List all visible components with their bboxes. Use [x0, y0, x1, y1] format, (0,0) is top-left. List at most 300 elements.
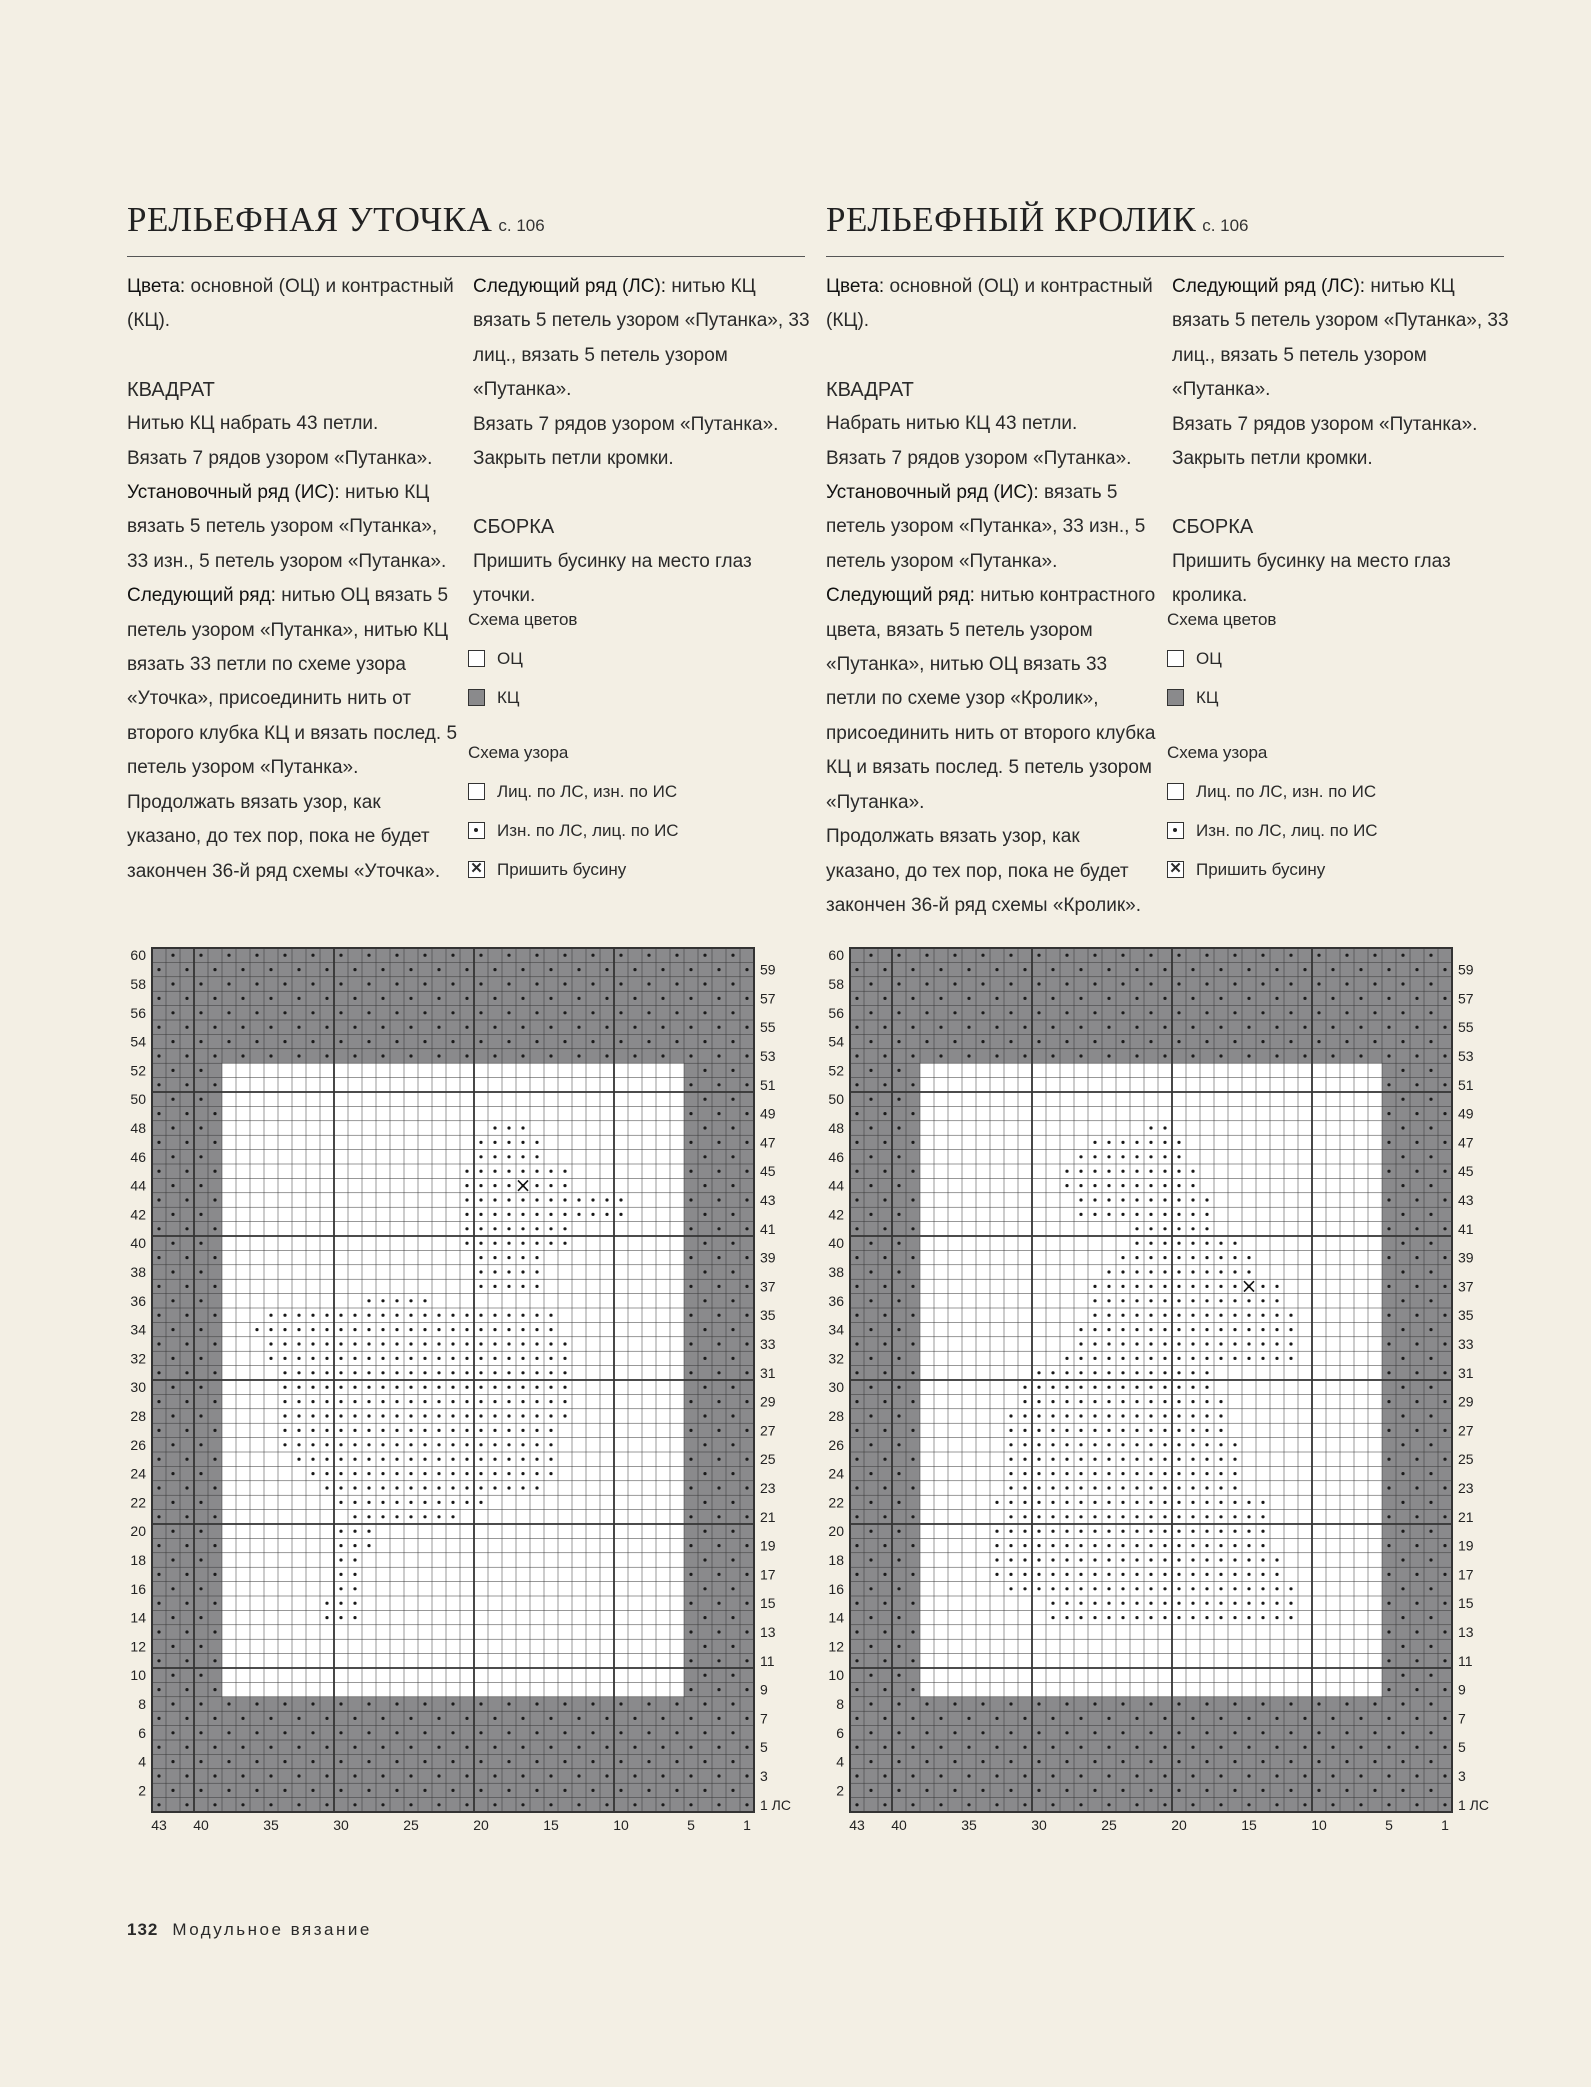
border-cell — [1438, 1121, 1452, 1135]
border-cell — [878, 1063, 892, 1077]
purl-dot — [213, 1688, 216, 1691]
border-cell — [264, 1034, 278, 1048]
purl-dot — [577, 968, 580, 971]
motif-dot — [1219, 1573, 1222, 1576]
border-cell — [152, 1409, 166, 1423]
purl-dot — [1443, 997, 1446, 1000]
border-cell — [1424, 1769, 1438, 1783]
motif-dot — [1079, 1458, 1082, 1461]
border-cell — [362, 1798, 376, 1812]
purl-dot — [1443, 1602, 1446, 1605]
purl-dot — [213, 1198, 216, 1201]
border-cell — [726, 1654, 740, 1668]
motif-dot — [1009, 1458, 1012, 1461]
motif-dot — [1065, 1486, 1068, 1489]
purl-dot — [269, 997, 272, 1000]
purl-dot — [157, 1141, 160, 1144]
purl-dot — [1205, 1789, 1208, 1792]
purl-dot — [1387, 1602, 1390, 1605]
border-cell — [698, 991, 712, 1005]
border-cell — [208, 1524, 222, 1538]
row-label: 11 — [1458, 1652, 1473, 1669]
row-label: 56 — [130, 1004, 146, 1021]
motif-dot — [535, 1328, 538, 1331]
colors-label: Цвета: — [826, 276, 885, 297]
row-label: 7 — [760, 1710, 768, 1727]
purl-dot — [1107, 968, 1110, 971]
purl-dot — [1387, 1458, 1390, 1461]
border-cell — [698, 962, 712, 976]
border-cell — [1438, 1236, 1452, 1250]
border-cell — [600, 1697, 614, 1711]
purl-dot — [1233, 1760, 1236, 1763]
border-cell — [208, 1553, 222, 1567]
purl-dot — [157, 1602, 160, 1605]
motif-dot — [1107, 1184, 1110, 1187]
purl-dot — [703, 1616, 706, 1619]
motif-dot — [339, 1400, 342, 1403]
border-cell — [1116, 991, 1130, 1005]
motif-dot — [1121, 1285, 1124, 1288]
motif-dot — [465, 1314, 468, 1317]
border-cell — [208, 1380, 222, 1394]
purl-dot — [1345, 1011, 1348, 1014]
purl-dot — [1415, 1112, 1418, 1115]
purl-dot — [1247, 997, 1250, 1000]
motif-dot — [479, 1443, 482, 1446]
border-cell — [404, 1034, 418, 1048]
col-label: 40 — [193, 1817, 209, 1832]
motif-dot — [1191, 1227, 1194, 1230]
border-cell — [194, 1567, 208, 1581]
next-row-label: Следующий ряд: — [826, 585, 975, 607]
purl-dot — [731, 1760, 734, 1763]
legend-knit: Лиц. по ЛС, изн. по ИС — [497, 781, 678, 801]
purl-dot — [1303, 1026, 1306, 1029]
motif-dot — [1191, 1573, 1194, 1576]
motif-dot — [1219, 1616, 1222, 1619]
border-cell — [976, 962, 990, 976]
border-cell — [516, 1697, 530, 1711]
purl-dot — [437, 1746, 440, 1749]
border-cell — [878, 1582, 892, 1596]
purl-dot — [717, 1170, 720, 1173]
border-cell — [572, 1754, 586, 1768]
border-cell — [864, 1682, 878, 1696]
purl-dot — [1093, 1789, 1096, 1792]
border-cell — [1116, 1798, 1130, 1812]
purl-dot — [1415, 1486, 1418, 1489]
purl-dot — [1093, 1760, 1096, 1763]
purl-dot — [311, 1040, 314, 1043]
border-cell — [460, 1006, 474, 1020]
motif-dot — [437, 1486, 440, 1489]
border-cell — [530, 962, 544, 976]
border-cell — [1396, 1798, 1410, 1812]
purl-dot — [731, 954, 734, 957]
purl-dot — [1121, 1702, 1124, 1705]
motif-dot — [1121, 1501, 1124, 1504]
purl-dot — [283, 1702, 286, 1705]
purl-dot — [745, 1602, 748, 1605]
purl-dot — [465, 968, 468, 971]
purl-dot — [911, 1515, 914, 1518]
purl-dot — [647, 1731, 650, 1734]
border-cell — [656, 1034, 670, 1048]
motif-dot — [479, 1414, 482, 1417]
motif-dot — [521, 1155, 524, 1158]
motif-dot — [1191, 1587, 1194, 1590]
purl-dot — [967, 1803, 970, 1806]
purl-dot — [869, 1587, 872, 1590]
motif-dot — [283, 1357, 286, 1360]
motif-dot — [325, 1386, 328, 1389]
border-cell — [712, 1322, 726, 1336]
border-cell — [1102, 948, 1116, 962]
border-cell — [1256, 1798, 1270, 1812]
purl-dot — [199, 1558, 202, 1561]
purl-dot — [1163, 968, 1166, 971]
motif-dot — [1009, 1501, 1012, 1504]
border-cell — [1312, 1798, 1326, 1812]
motif-dot — [1233, 1328, 1236, 1331]
purl-dot — [157, 1746, 160, 1749]
purl-dot — [1079, 1774, 1082, 1777]
motif-dot — [1023, 1573, 1026, 1576]
purl-dot — [171, 1242, 174, 1245]
motif-dot — [1037, 1429, 1040, 1432]
border-cell — [460, 1754, 474, 1768]
border-cell — [152, 948, 166, 962]
motif-dot — [1093, 1299, 1096, 1302]
purl-dot — [1289, 982, 1292, 985]
purl-dot — [157, 1717, 160, 1720]
purl-dot — [689, 1630, 692, 1633]
motif-dot — [1093, 1573, 1096, 1576]
row-label: 8 — [836, 1696, 844, 1712]
border-cell — [850, 1063, 864, 1077]
purl-dot — [883, 1198, 886, 1201]
purl-dot — [339, 1731, 342, 1734]
border-cell — [976, 1711, 990, 1725]
border-cell — [740, 1150, 754, 1164]
border-cell — [1410, 1121, 1424, 1135]
purl-dot — [925, 1731, 928, 1734]
border-cell — [850, 1150, 864, 1164]
row-label: 17 — [1458, 1566, 1474, 1583]
purl-dot — [1415, 1141, 1418, 1144]
border-cell — [726, 1567, 740, 1581]
motif-dot — [521, 1242, 524, 1245]
border-cell — [348, 1034, 362, 1048]
row-label: 23 — [760, 1480, 776, 1496]
purl-dot — [1429, 954, 1432, 957]
border-cell — [1060, 1740, 1074, 1754]
purl-dot — [1387, 1170, 1390, 1173]
border-cell — [1186, 1726, 1200, 1740]
motif-dot — [1051, 1414, 1054, 1417]
motif-dot — [493, 1472, 496, 1475]
motif-dot — [409, 1501, 412, 1504]
border-cell — [1060, 1798, 1074, 1812]
border-cell — [864, 1798, 878, 1812]
border-cell — [878, 948, 892, 962]
motif-dot — [465, 1357, 468, 1360]
motif-dot — [493, 1314, 496, 1317]
border-cell — [152, 1582, 166, 1596]
purl-dot — [493, 968, 496, 971]
border-cell — [684, 1380, 698, 1394]
border-cell — [1242, 1726, 1256, 1740]
border-cell — [194, 1049, 208, 1063]
purl-dot — [479, 954, 482, 957]
border-cell — [878, 1034, 892, 1048]
motif-dot — [995, 1501, 998, 1504]
purl-dot — [1289, 1760, 1292, 1763]
purl-dot — [1401, 1386, 1404, 1389]
motif-dot — [1121, 1515, 1124, 1518]
purl-dot — [1443, 1429, 1446, 1432]
border-cell — [1396, 1423, 1410, 1437]
purl-dot — [283, 1760, 286, 1763]
motif-dot — [493, 1256, 496, 1259]
row-label: 59 — [1458, 961, 1474, 978]
motif-dot — [591, 1198, 594, 1201]
border-cell — [1438, 1639, 1452, 1653]
border-cell — [208, 1466, 222, 1480]
motif-dot — [1205, 1400, 1208, 1403]
purl-dot — [1065, 1760, 1068, 1763]
purl-dot — [199, 1155, 202, 1158]
border-cell — [1438, 1438, 1452, 1452]
motif-dot — [1177, 1429, 1180, 1432]
border-cell — [906, 1034, 920, 1048]
border-cell — [1424, 1423, 1438, 1437]
motif-dot — [1149, 1314, 1152, 1317]
purl-dot — [855, 1026, 858, 1029]
motif-dot — [1163, 1486, 1166, 1489]
border-cell — [152, 1034, 166, 1048]
purl-dot — [1429, 1587, 1432, 1590]
border-cell — [1158, 1034, 1172, 1048]
purl-dot — [1261, 954, 1264, 957]
motif-dot — [479, 1227, 482, 1230]
border-cell — [878, 1438, 892, 1452]
border-cell — [698, 1394, 712, 1408]
border-cell — [642, 1798, 656, 1812]
purl-dot — [381, 968, 384, 971]
purl-dot — [157, 1371, 160, 1374]
purl-dot — [241, 1054, 244, 1057]
motif-dot — [1093, 1141, 1096, 1144]
row-label: 10 — [130, 1667, 146, 1684]
border-cell — [1284, 962, 1298, 976]
row-label: 39 — [760, 1249, 776, 1266]
motif-dot — [367, 1371, 370, 1374]
border-cell — [628, 1697, 642, 1711]
border-cell — [208, 1783, 222, 1797]
purl-dot — [689, 1342, 692, 1345]
motif-dot — [451, 1400, 454, 1403]
purl-dot — [1233, 1011, 1236, 1014]
purl-dot — [1247, 1026, 1250, 1029]
border-cell — [600, 1726, 614, 1740]
border-cell — [1410, 1726, 1424, 1740]
motif-dot — [1051, 1486, 1054, 1489]
motif-dot — [1205, 1573, 1208, 1576]
motif-dot — [1093, 1414, 1096, 1417]
border-cell — [1424, 1452, 1438, 1466]
border-cell — [962, 1754, 976, 1768]
motif-dot — [325, 1328, 328, 1331]
border-cell — [152, 1495, 166, 1509]
border-cell — [1074, 977, 1088, 991]
motif-dot — [451, 1414, 454, 1417]
motif-dot — [1219, 1328, 1222, 1331]
assembly-text: Пришить бусинку на место глаз уточки. — [473, 550, 752, 607]
motif-dot — [1191, 1299, 1194, 1302]
motif-dot — [1093, 1544, 1096, 1547]
motif-dot — [395, 1443, 398, 1446]
motif-dot — [507, 1458, 510, 1461]
motif-dot — [563, 1414, 566, 1417]
border-cell — [850, 1351, 864, 1365]
motif-dot — [409, 1386, 412, 1389]
purl-dot — [897, 1789, 900, 1792]
purl-dot — [689, 1544, 692, 1547]
motif-dot — [297, 1342, 300, 1345]
motif-dot — [1107, 1357, 1110, 1360]
purl-dot — [563, 1789, 566, 1792]
motif-dot — [1233, 1616, 1236, 1619]
border-cell — [1242, 1697, 1256, 1711]
motif-dot — [339, 1558, 342, 1561]
purl-dot — [451, 954, 454, 957]
motif-dot — [549, 1429, 552, 1432]
purl-dot — [675, 1011, 678, 1014]
purl-dot — [869, 1414, 872, 1417]
motif-dot — [1065, 1573, 1068, 1576]
border-cell — [474, 1049, 488, 1063]
border-cell — [1438, 1697, 1452, 1711]
purl-dot — [717, 1602, 720, 1605]
purl-dot — [745, 1170, 748, 1173]
row-label: 38 — [828, 1264, 844, 1280]
border-cell — [1032, 1711, 1046, 1725]
motif-dot — [1093, 1285, 1096, 1288]
purl-dot — [1163, 1803, 1166, 1806]
motif-dot — [1093, 1530, 1096, 1533]
motif-dot — [1065, 1458, 1068, 1461]
border-cell — [906, 1150, 920, 1164]
motif-dot — [1079, 1486, 1082, 1489]
border-cell — [614, 1020, 628, 1034]
purl-dot — [1191, 1803, 1194, 1806]
border-cell — [572, 1697, 586, 1711]
purl-dot — [199, 1040, 202, 1043]
motif-dot — [437, 1371, 440, 1374]
purl-dot — [535, 1011, 538, 1014]
motif-dot — [339, 1587, 342, 1590]
motif-dot — [1037, 1558, 1040, 1561]
col-label: 5 — [687, 1817, 695, 1832]
purl-dot — [981, 1702, 984, 1705]
motif-dot — [1261, 1342, 1264, 1345]
purl-dot — [661, 1774, 664, 1777]
border-cell — [1396, 1337, 1410, 1351]
motif-dot — [409, 1342, 412, 1345]
purl-dot — [549, 1803, 552, 1806]
border-cell — [1158, 948, 1172, 962]
border-cell — [1410, 1697, 1424, 1711]
border-cell — [152, 1639, 166, 1653]
purl-dot — [493, 1746, 496, 1749]
motif-dot — [1177, 1501, 1180, 1504]
motif-dot — [1023, 1472, 1026, 1475]
border-cell — [684, 1351, 698, 1365]
motif-dot — [1275, 1299, 1278, 1302]
border-cell — [1074, 1697, 1088, 1711]
motif-dot — [465, 1386, 468, 1389]
row-label: 34 — [828, 1321, 844, 1338]
purl-dot — [1317, 1702, 1320, 1705]
border-cell — [906, 1351, 920, 1365]
purl-dot — [883, 1429, 886, 1432]
border-cell — [684, 948, 698, 962]
border-cell — [558, 1049, 572, 1063]
purl-dot — [647, 1011, 650, 1014]
motif-dot — [423, 1314, 426, 1317]
purl-dot — [731, 1213, 734, 1216]
motif-dot — [1261, 1602, 1264, 1605]
border-cell — [712, 1092, 726, 1106]
motif-dot — [1107, 1558, 1110, 1561]
border-cell — [1074, 1726, 1088, 1740]
purl-dot — [689, 1602, 692, 1605]
purl-dot — [1191, 968, 1194, 971]
motif-dot — [507, 1270, 510, 1273]
border-cell — [726, 1049, 740, 1063]
motif-dot — [1247, 1342, 1250, 1345]
purl-dot — [869, 1357, 872, 1360]
border-cell — [684, 1092, 698, 1106]
border-cell — [878, 1754, 892, 1768]
purl-dot — [745, 1803, 748, 1806]
motif-dot — [479, 1429, 482, 1432]
motif-dot — [521, 1458, 524, 1461]
border-cell — [712, 1294, 726, 1308]
purl-dot — [1121, 954, 1124, 957]
border-cell — [712, 1063, 726, 1077]
row-label: 20 — [828, 1523, 844, 1540]
row-label: 10 — [828, 1667, 844, 1684]
motif-dot — [1107, 1458, 1110, 1461]
border-cell — [892, 1510, 906, 1524]
border-cell — [614, 1740, 628, 1754]
border-cell — [906, 1639, 920, 1653]
motif-dot — [479, 1371, 482, 1374]
motif-dot — [1163, 1515, 1166, 1518]
border-cell — [180, 1150, 194, 1164]
border-cell — [348, 1754, 362, 1768]
col-label: 30 — [1031, 1817, 1047, 1832]
purl-dot — [1443, 1141, 1446, 1144]
border-cell — [684, 1610, 698, 1624]
motif-dot — [297, 1328, 300, 1331]
border-cell — [670, 1049, 684, 1063]
motif-dot — [1163, 1270, 1166, 1273]
border-cell — [1410, 1207, 1424, 1221]
